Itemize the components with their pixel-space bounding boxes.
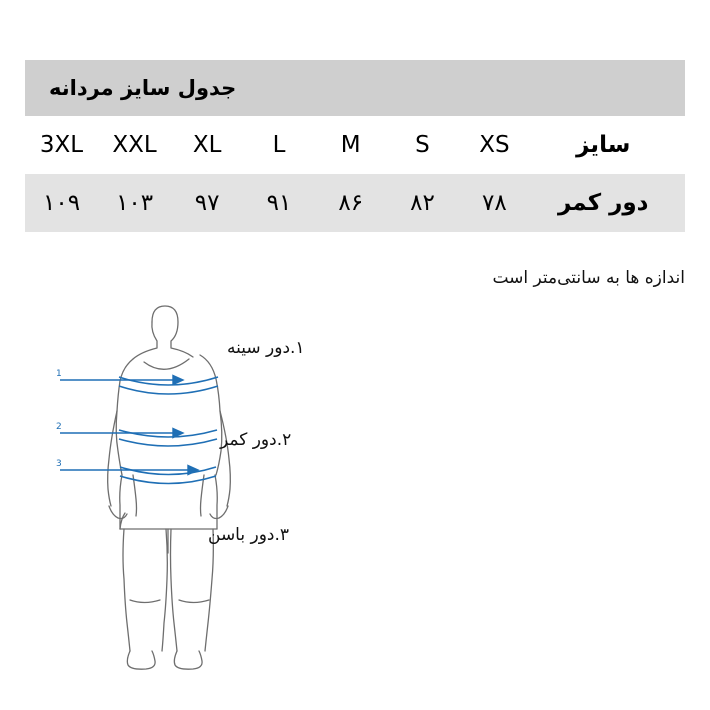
row-label-waist: دور کمر: [530, 174, 685, 232]
header-size-3xl: 3XL: [25, 116, 98, 174]
header-size-m: M: [315, 116, 387, 174]
table-row: [25, 174, 685, 232]
page-title: جدول سایز مردانه: [25, 60, 685, 116]
units-note: اندازه ها به سانتی‌متر است: [492, 268, 685, 288]
waist-xxl: ۱۰۳: [98, 174, 171, 232]
callout-waist: ۲.دور کمر: [220, 430, 292, 450]
waist-xs: ۷۸: [458, 174, 530, 232]
callout-hip: ۳.دور باسن: [208, 525, 290, 545]
table-title-row: [25, 60, 685, 116]
waist-3xl: ۱۰۹: [25, 174, 98, 232]
header-size-xl: XL: [171, 116, 243, 174]
marker-1: 1: [56, 369, 62, 379]
header-size-l: L: [243, 116, 315, 174]
marker-2: 2: [56, 422, 62, 432]
waist-xl: ۹۷: [171, 174, 243, 232]
measurement-figure: [40, 300, 680, 690]
size-table: [25, 60, 685, 232]
table-header-row: [25, 116, 685, 174]
header-label-size: سایز: [530, 116, 685, 174]
header-size-xs: XS: [458, 116, 530, 174]
header-size-s: S: [387, 116, 459, 174]
header-size-xxl: XXL: [98, 116, 171, 174]
waist-s: ۸۲: [387, 174, 459, 232]
waist-m: ۸۶: [315, 174, 387, 232]
male-body-diagram: [40, 300, 360, 690]
waist-l: ۹۱: [243, 174, 315, 232]
marker-3: 3: [56, 459, 62, 469]
callout-chest: ۱.دور سینه: [227, 338, 305, 358]
